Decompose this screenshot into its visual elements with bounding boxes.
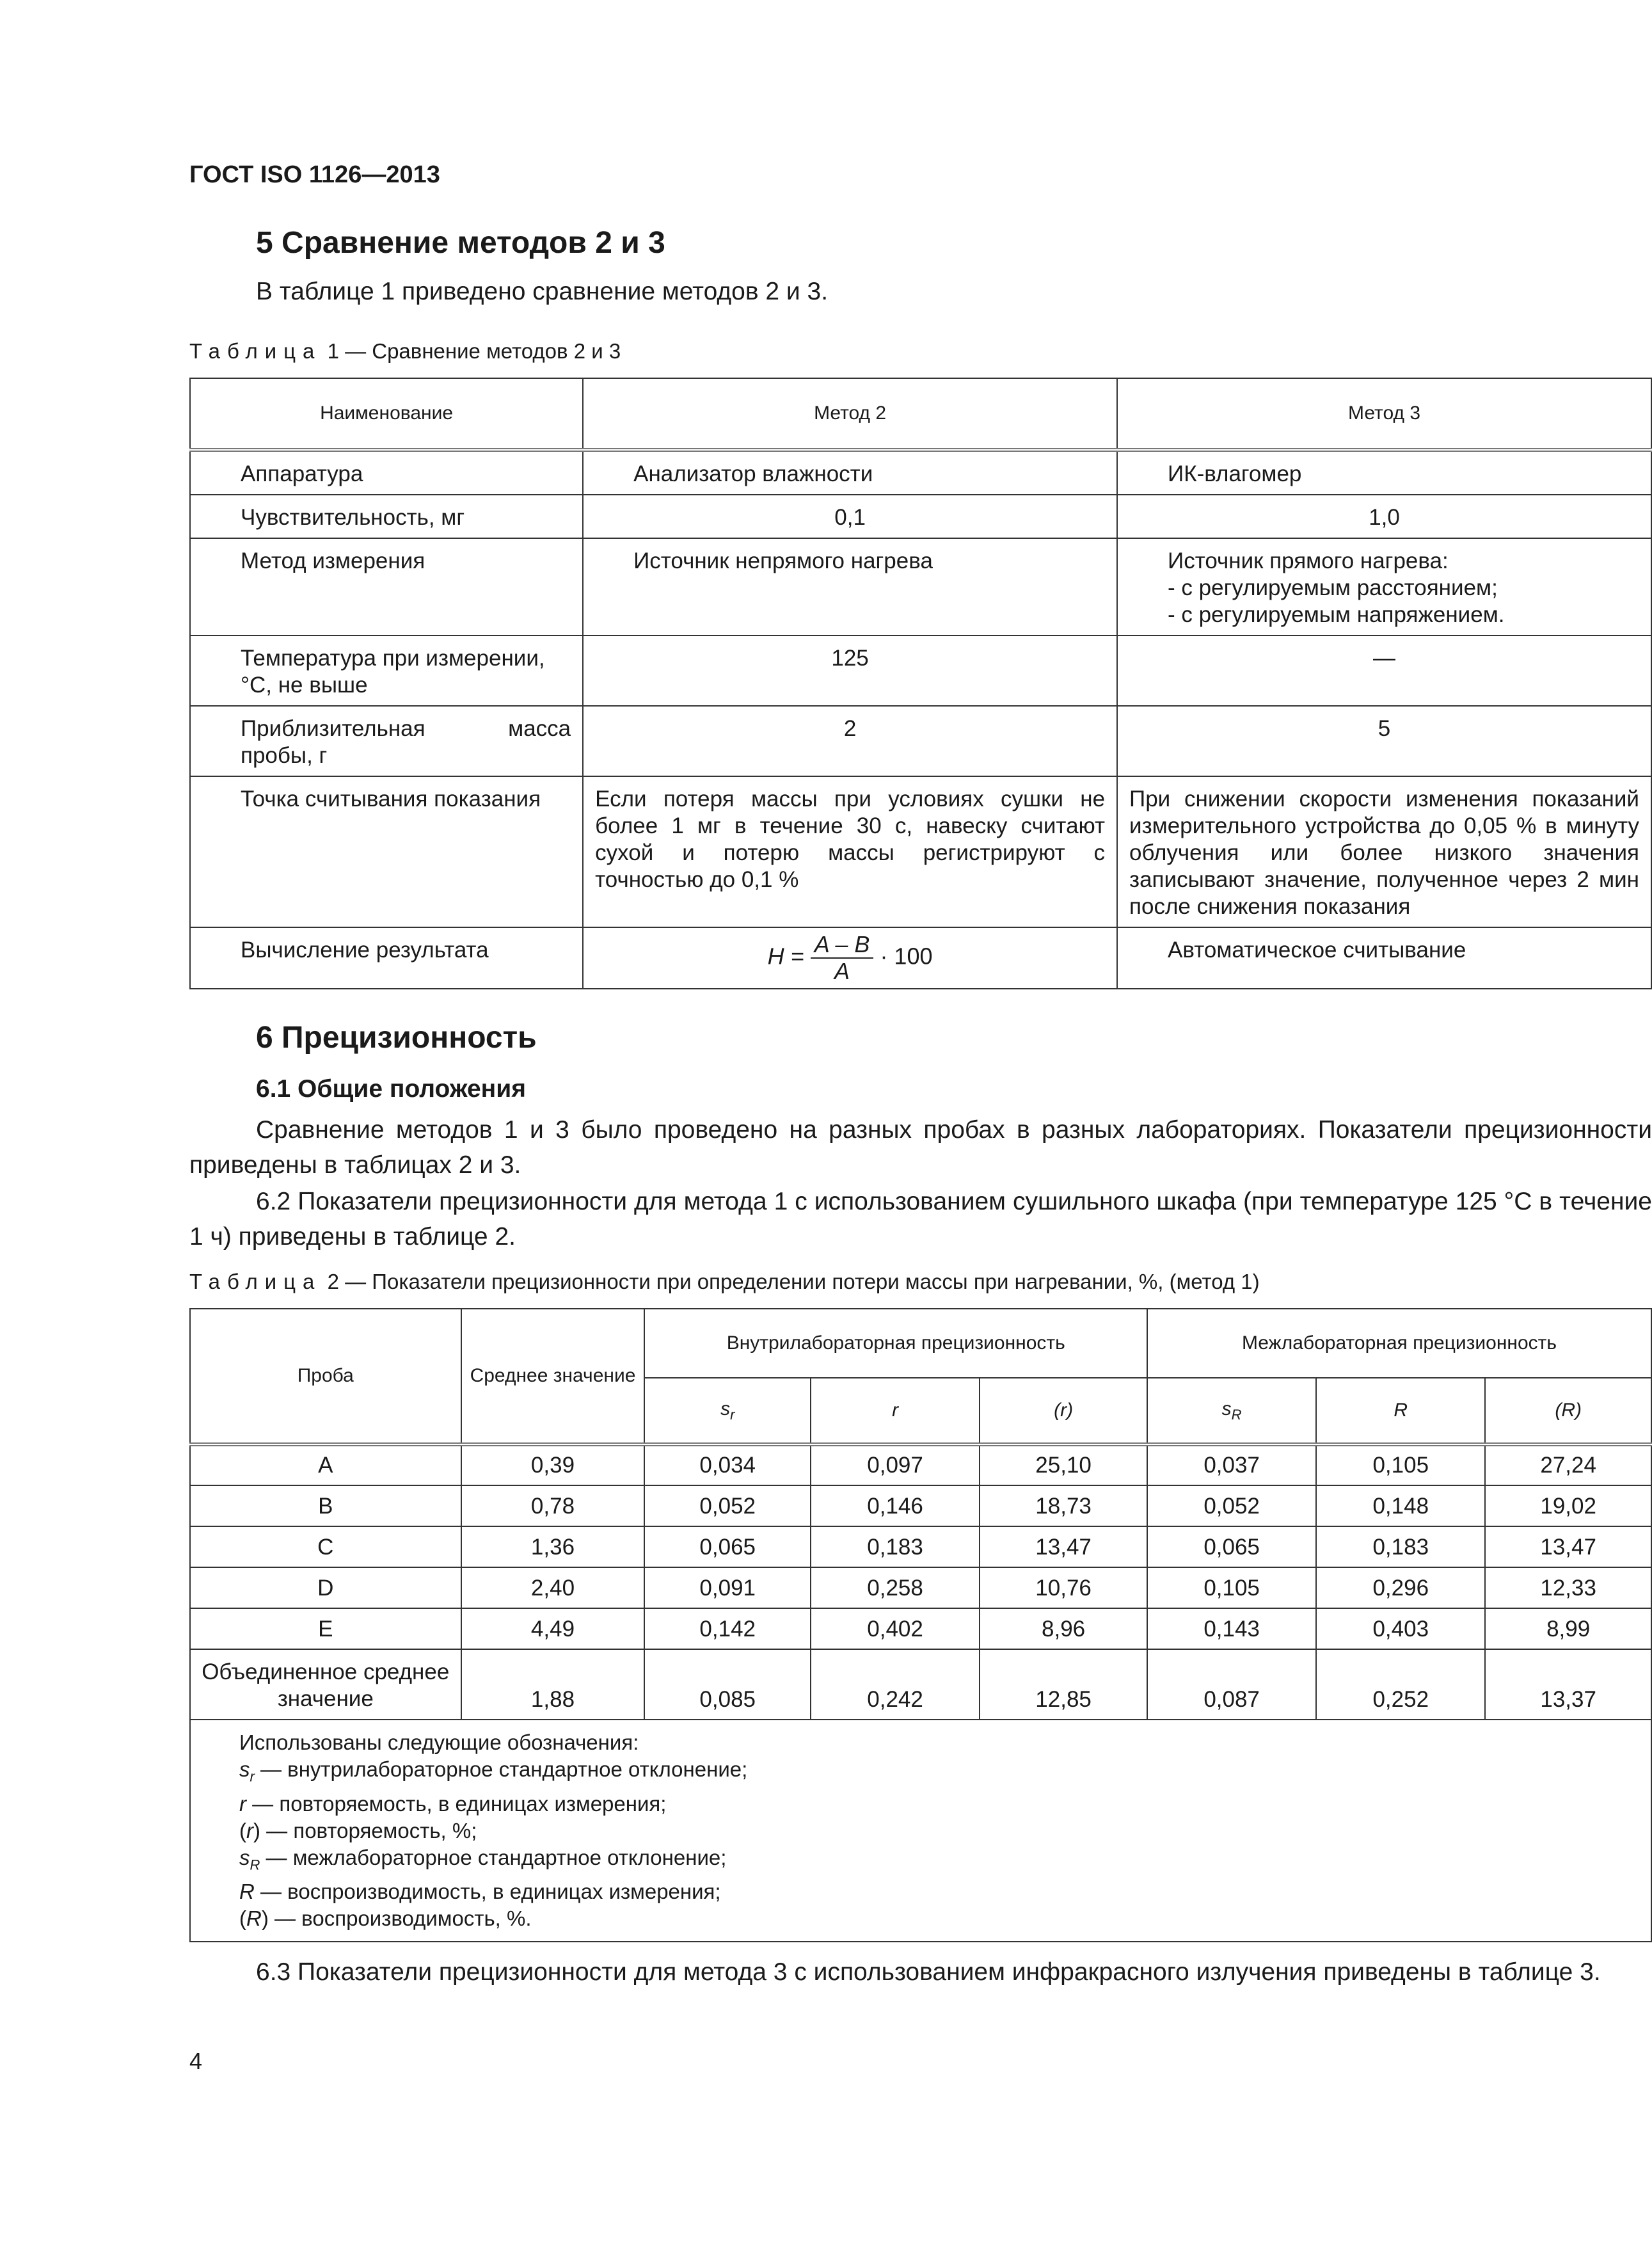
note-r-percent: (r) — повторяемость, %; bbox=[239, 1818, 477, 1842]
cell-mean: 1,36 bbox=[461, 1526, 645, 1567]
cell-sR: 0,143 bbox=[1147, 1608, 1316, 1649]
formula-denominator: A bbox=[834, 958, 850, 984]
cell-r-percent: 13,47 bbox=[980, 1526, 1147, 1567]
table-1-caption-word: Таблица bbox=[189, 339, 322, 363]
cell-R: 0,105 bbox=[1316, 1444, 1485, 1485]
cell-method2: 125 bbox=[583, 635, 1117, 706]
table-row bbox=[190, 538, 1651, 635]
cell-sR: 0,037 bbox=[1147, 1444, 1316, 1485]
comparison-table bbox=[189, 378, 1652, 989]
formula-fraction bbox=[811, 932, 874, 984]
cell-R: 0,148 bbox=[1316, 1485, 1485, 1526]
cell-mean: 4,49 bbox=[461, 1608, 645, 1649]
cell-R: 0,403 bbox=[1316, 1608, 1485, 1649]
cell-R-percent: 13,47 bbox=[1485, 1526, 1651, 1567]
table-row bbox=[190, 776, 1651, 927]
table-row bbox=[190, 1444, 1651, 1485]
cell-r: 0,097 bbox=[811, 1444, 980, 1485]
cell-r: 0,183 bbox=[811, 1526, 980, 1567]
cell-r-percent: 10,76 bbox=[980, 1567, 1147, 1608]
cell-mean: 0,39 bbox=[461, 1444, 645, 1485]
cell-sr: 0,052 bbox=[644, 1485, 811, 1526]
table-row bbox=[190, 450, 1651, 495]
note-r: r — повторяемость, в единицах измерения; bbox=[239, 1791, 667, 1816]
table-1-header-row bbox=[190, 378, 1651, 450]
cell-R-percent: 13,37 bbox=[1485, 1649, 1651, 1720]
cell-R: 0,183 bbox=[1316, 1526, 1485, 1567]
precision-table bbox=[189, 1308, 1652, 1942]
section-6-title: 6 Прецизионность bbox=[256, 1021, 537, 1055]
cell-R-percent: 8,99 bbox=[1485, 1608, 1651, 1649]
cell-sr: 0,085 bbox=[644, 1649, 811, 1720]
cell-R-percent: 27,24 bbox=[1485, 1444, 1651, 1485]
table-1-header-method3: Метод 3 bbox=[1117, 378, 1651, 450]
cell-sR: 0,087 bbox=[1147, 1649, 1316, 1720]
table-1-header-method2: Метод 2 bbox=[583, 378, 1117, 450]
cell-R: 0,296 bbox=[1316, 1567, 1485, 1608]
cell-method2: Если потеря массы при условиях сушки не более 1 мг в течение 30 с, навеску считают сухой и потерю массы регистрируют с точностью до 0,1 % bbox=[583, 776, 1117, 927]
row-label: Приблизительная масса пробы, г bbox=[190, 706, 583, 776]
cell-R-percent: 12,33 bbox=[1485, 1567, 1651, 1608]
cell-R-percent: 19,02 bbox=[1485, 1485, 1651, 1526]
formula-cell bbox=[583, 927, 1117, 989]
cell-r: 0,402 bbox=[811, 1608, 980, 1649]
formula-lhs: H = bbox=[767, 943, 804, 970]
cell-sample: D bbox=[190, 1567, 461, 1608]
table-2-caption-text: 2 — Показатели прецизионности при определении потери массы при нагревании, %, (метод 1) bbox=[327, 1270, 1260, 1293]
table-row bbox=[190, 635, 1651, 706]
cell-sr: 0,142 bbox=[644, 1608, 811, 1649]
note-R: R — воспроизводимость, в единицах измерения; bbox=[239, 1880, 721, 1904]
section-6-2-paragraph: 6.2 Показатели прецизионности для метода 1 с использованием сушильного шкафа (при температуре 125 °С в течение 1 ч) приведены в таблице 2. bbox=[189, 1188, 1652, 1250]
header-mean: Среднее значение bbox=[461, 1309, 645, 1444]
section-6-3-paragraph: 6.3 Показатели прецизионности для метода 3 с использованием инфракрасного излучения приведены в таблице 3. bbox=[256, 1958, 1601, 1986]
header-interlab: Межлабораторная прецизионность bbox=[1147, 1309, 1651, 1378]
note-R-percent: (R) — воспроизводимость, %. bbox=[239, 1906, 532, 1931]
cell-sR: 0,105 bbox=[1147, 1567, 1316, 1608]
section-6-1-paragraph: Сравнение методов 1 и 3 было проведено на разных пробах в разных лабораториях. Показатели прецизионности приведены в таблицах 2 и 3. bbox=[189, 1116, 1652, 1179]
cell-r: 0,242 bbox=[811, 1649, 980, 1720]
table-1-header-name: Наименование bbox=[190, 378, 583, 450]
cell-mean: 2,40 bbox=[461, 1567, 645, 1608]
header-sample: Проба bbox=[190, 1309, 461, 1444]
table-1-caption bbox=[189, 339, 621, 364]
cell-method3: 5 bbox=[1117, 706, 1651, 776]
cell-method3: — bbox=[1117, 635, 1651, 706]
table-row bbox=[190, 1485, 1651, 1526]
cell-mean: 1,88 bbox=[461, 1649, 645, 1720]
cell-sample: E bbox=[190, 1608, 461, 1649]
cell-r-percent: 12,85 bbox=[980, 1649, 1147, 1720]
cell-sR: 0,052 bbox=[1147, 1485, 1316, 1526]
cell-sR: 0,065 bbox=[1147, 1526, 1316, 1567]
row-label: Вычисление результата bbox=[190, 927, 583, 989]
note-sr: $s_r$ — внутрилабораторное стандартное отклонение; bbox=[239, 1757, 748, 1785]
cell-sr: 0,034 bbox=[644, 1444, 811, 1485]
cell-sample: C bbox=[190, 1526, 461, 1567]
combined-row bbox=[190, 1649, 1651, 1720]
cell-sr: 0,065 bbox=[644, 1526, 811, 1567]
table-row bbox=[190, 927, 1651, 989]
cell-r-percent: 18,73 bbox=[980, 1485, 1147, 1526]
table-1-caption-text: 1 — Сравнение методов 2 и 3 bbox=[327, 339, 621, 363]
table-row bbox=[190, 1526, 1651, 1567]
note-sR: $s_R$ — межлабораторное стандартное отклонение; bbox=[239, 1845, 727, 1873]
table-2-caption-word: Таблица bbox=[189, 1270, 322, 1293]
cell-sample: B bbox=[190, 1485, 461, 1526]
section-6-1-title: 6.1 Общие положения bbox=[256, 1075, 526, 1103]
cell-method3: Автоматическое считывание bbox=[1117, 927, 1651, 989]
table-row bbox=[190, 1567, 1651, 1608]
header-r-percent: (r) bbox=[980, 1378, 1147, 1444]
row-label: Температура при измерении, °С, не выше bbox=[190, 635, 583, 706]
cell-r-percent: 25,10 bbox=[980, 1444, 1147, 1485]
cell-r: 0,258 bbox=[811, 1567, 980, 1608]
cell-mean: 0,78 bbox=[461, 1485, 645, 1526]
table-2-header-row bbox=[190, 1309, 1651, 1378]
notes-intro: Использованы следующие обозначения: bbox=[239, 1730, 639, 1754]
cell-method2: Анализатор влажности bbox=[583, 450, 1117, 495]
cell-sample: Объединенное среднее значение bbox=[190, 1649, 461, 1720]
header-r: r bbox=[811, 1378, 980, 1444]
row-label: Аппаратура bbox=[190, 450, 583, 495]
table-row bbox=[190, 495, 1651, 538]
header-R-percent: (R) bbox=[1485, 1378, 1651, 1444]
cell-sr: 0,091 bbox=[644, 1567, 811, 1608]
formula-factor: · 100 bbox=[880, 943, 933, 970]
header-sr: $s_r$ bbox=[644, 1378, 811, 1444]
section-5-title: 5 Сравнение методов 2 и 3 bbox=[256, 226, 665, 260]
header-sR: $s_R$ bbox=[1147, 1378, 1316, 1444]
table-row bbox=[190, 1608, 1651, 1649]
cell-r: 0,146 bbox=[811, 1485, 980, 1526]
cell-method3: 1,0 bbox=[1117, 495, 1651, 538]
cell-R: 0,252 bbox=[1316, 1649, 1485, 1720]
table-2-notes bbox=[190, 1720, 1651, 1942]
cell-r-percent: 8,96 bbox=[980, 1608, 1147, 1649]
row-label: Метод измерения bbox=[190, 538, 583, 635]
row-label: Чувствительность, мг bbox=[190, 495, 583, 538]
cell-method3: Источник прямого нагрева: - с регулируемым расстоянием; - с регулируемым напряжением. bbox=[1117, 538, 1651, 635]
cell-method2: Источник непрямого нагрева bbox=[583, 538, 1117, 635]
table-2-caption bbox=[189, 1270, 1260, 1294]
table-row bbox=[190, 706, 1651, 776]
document-code: ГОСТ ISO 1126—2013 bbox=[189, 161, 440, 188]
cell-method2: 0,1 bbox=[583, 495, 1117, 538]
page-number: 4 bbox=[189, 2048, 203, 2074]
cell-method3: ИК-влагомер bbox=[1117, 450, 1651, 495]
cell-method2: 2 bbox=[583, 706, 1117, 776]
cell-sample: A bbox=[190, 1444, 461, 1485]
header-R: R bbox=[1316, 1378, 1485, 1444]
table-2-notes-row bbox=[190, 1720, 1651, 1942]
section-5-intro: В таблице 1 приведено сравнение методов 2 и 3. bbox=[256, 278, 829, 305]
header-intralab: Внутрилабораторная прецизионность bbox=[644, 1309, 1147, 1378]
row-label: Точка считывания показания bbox=[190, 776, 583, 927]
formula-numerator: A – B bbox=[811, 932, 874, 959]
cell-method3: При снижении скорости изменения показаний измерительного устройства до 0,05 % в минуту облучения или более низкого значения записывают значение, полученное через 2 мин после снижения показания bbox=[1117, 776, 1651, 927]
